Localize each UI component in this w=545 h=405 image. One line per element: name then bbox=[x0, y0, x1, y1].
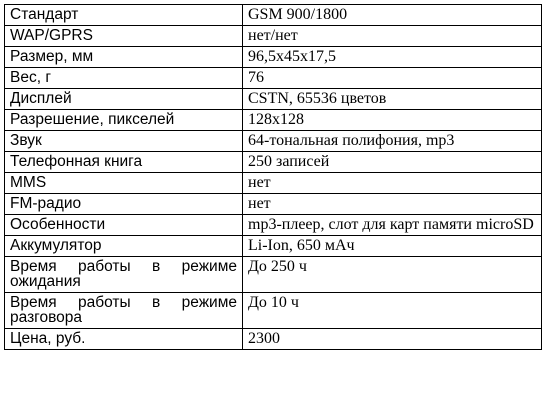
specs-table bbox=[4, 4, 542, 350]
spec-value: 76 bbox=[243, 68, 542, 89]
table-row bbox=[5, 257, 542, 293]
spec-value: 64-тональная полифония, mp3 bbox=[243, 131, 542, 152]
specs-table-body bbox=[5, 5, 542, 350]
spec-value: 96,5x45x17,5 bbox=[243, 47, 542, 68]
table-row bbox=[5, 47, 542, 68]
spec-label: Аккумулятор bbox=[5, 236, 243, 257]
spec-value: Li-Ion, 650 мАч bbox=[243, 236, 542, 257]
spec-value: нет bbox=[243, 173, 542, 194]
spec-value: 128x128 bbox=[243, 110, 542, 131]
spec-label: Стандарт bbox=[5, 5, 243, 26]
spec-label: WAP/GPRS bbox=[5, 26, 243, 47]
spec-label: Размер, мм bbox=[5, 47, 243, 68]
spec-value: GSM 900/1800 bbox=[243, 5, 542, 26]
spec-label: Время работы в режиме разговора bbox=[5, 293, 243, 329]
spec-value: CSTN, 65536 цветов bbox=[243, 89, 542, 110]
table-row bbox=[5, 26, 542, 47]
spec-label: FM-радио bbox=[5, 194, 243, 215]
spec-value: 250 записей bbox=[243, 152, 542, 173]
spec-label: Вес, г bbox=[5, 68, 243, 89]
table-row bbox=[5, 215, 542, 236]
spec-label: Звук bbox=[5, 131, 243, 152]
table-row bbox=[5, 89, 542, 110]
spec-value: нет/нет bbox=[243, 26, 542, 47]
table-row bbox=[5, 329, 542, 350]
spec-label: Разрешение, пикселей bbox=[5, 110, 243, 131]
table-row bbox=[5, 131, 542, 152]
table-row bbox=[5, 236, 542, 257]
spec-label: Особенности bbox=[5, 215, 243, 236]
table-row bbox=[5, 293, 542, 329]
spec-label: Время работы в режиме ожидания bbox=[5, 257, 243, 293]
table-row bbox=[5, 152, 542, 173]
spec-label: Дисплей bbox=[5, 89, 243, 110]
table-row bbox=[5, 5, 542, 26]
table-row bbox=[5, 68, 542, 89]
spec-value: нет bbox=[243, 194, 542, 215]
spec-label: Цена, руб. bbox=[5, 329, 243, 350]
spec-value: 2300 bbox=[243, 329, 542, 350]
table-row bbox=[5, 194, 542, 215]
table-row bbox=[5, 110, 542, 131]
spec-value: До 10 ч bbox=[243, 293, 542, 329]
spec-value: До 250 ч bbox=[243, 257, 542, 293]
spec-label: Телефонная книга bbox=[5, 152, 243, 173]
spec-value: mp3-плеер, слот для карт памяти microSD bbox=[243, 215, 542, 236]
spec-label: MMS bbox=[5, 173, 243, 194]
table-row bbox=[5, 173, 542, 194]
